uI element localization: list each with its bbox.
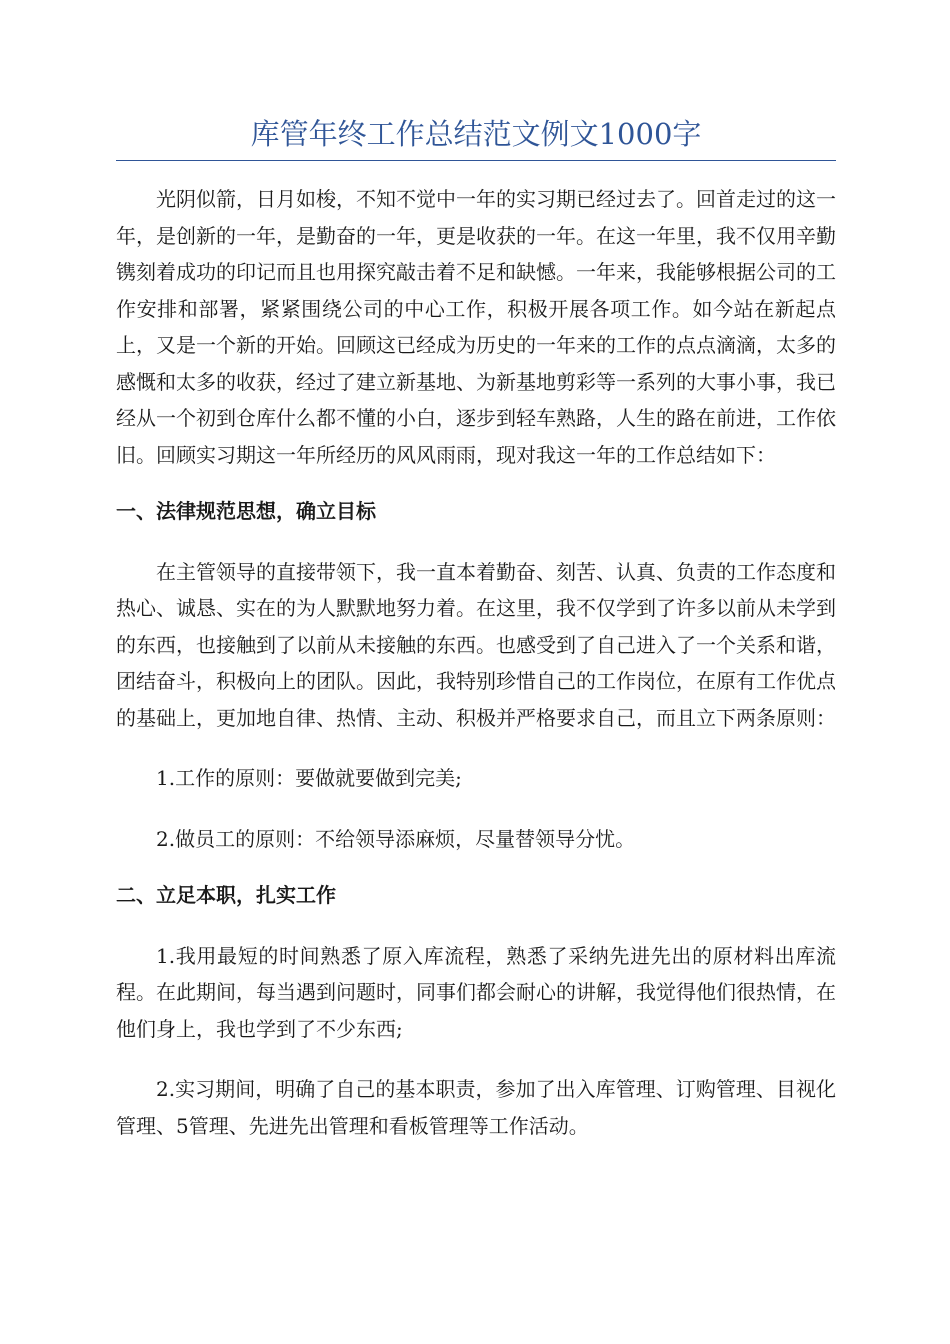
section-2-item-1: 1.我用最短的时间熟悉了原入库流程，熟悉了采纳先进先出的原材料出库流程。在此期间，每当遇到问题时，同事们都会耐心的讲解，我觉得他们很热情，在他们身上，我也学到了不少东西; — [116, 943, 836, 1041]
section-1-item-1: 1.工作的原则：要做就要做到完美; — [156, 766, 462, 790]
document-title: 库管年终工作总结范文例文1000字 — [250, 117, 702, 151]
section-1-heading: 一、法律规范思想，确立目标 — [116, 499, 376, 523]
document-page — [116, 0, 836, 1144]
title-underline — [116, 160, 836, 161]
section-1-item-2: 2.做员工的原则：不给领导添麻烦，尽量替领导分忧。 — [156, 826, 636, 851]
section-2-heading: 二、立足本职，扎实工作 — [116, 883, 336, 907]
section-1-paragraph: 在主管领导的直接带领下，我一直本着勤奋、刻苦、认真、负责的工作态度和热心、诚恳、实在的为人默默地努力着。在这里，我不仅学到了许多以前从未学到的东西，也接触到了以前从未接触的东西。也感受到了自己进入了一个关系和谐，团结奋斗，积极向上的团队。因此，我特别珍惜自己的工作岗位，在原有工作优点的基础上，更加地自律、热情、主动、积极并严格要求自己，而且立下两条原则： — [116, 559, 836, 730]
section-2-item-2: 2.实习期间，明确了自己的基本职责，参加了出入库管理、订购管理、目视化管理、5管理、先进先出管理和看板管理等工作活动。 — [116, 1077, 836, 1138]
intro-paragraph: 光阴似箭，日月如梭，不知不觉中一年的实习期已经过去了。回首走过的这一年，是创新的一年，是勤奋的一年，更是收获的一年。在这一年里，我不仅用辛勤镌刻着成功的印记而且也用探究敲击着不足和缺憾。一年来，我能够根据公司的工作安排和部署，紧紧围绕公司的中心工作，积极开展各项工作。如今站在新起点上，又是一个新的开始。回顾这已经成为历史的一年来的工作的点点滴滴，太多的感慨和太多的收获，经过了建立新基地、为新基地剪彩等一系列的大事小事，我已经从一个初到仓库什么都不懂的小白，逐步到轻车熟路，人生的路在前进，工作依旧。回顾实习期这一年所经历的风风雨雨，现对我这一年的工作总结如下： — [116, 187, 836, 467]
